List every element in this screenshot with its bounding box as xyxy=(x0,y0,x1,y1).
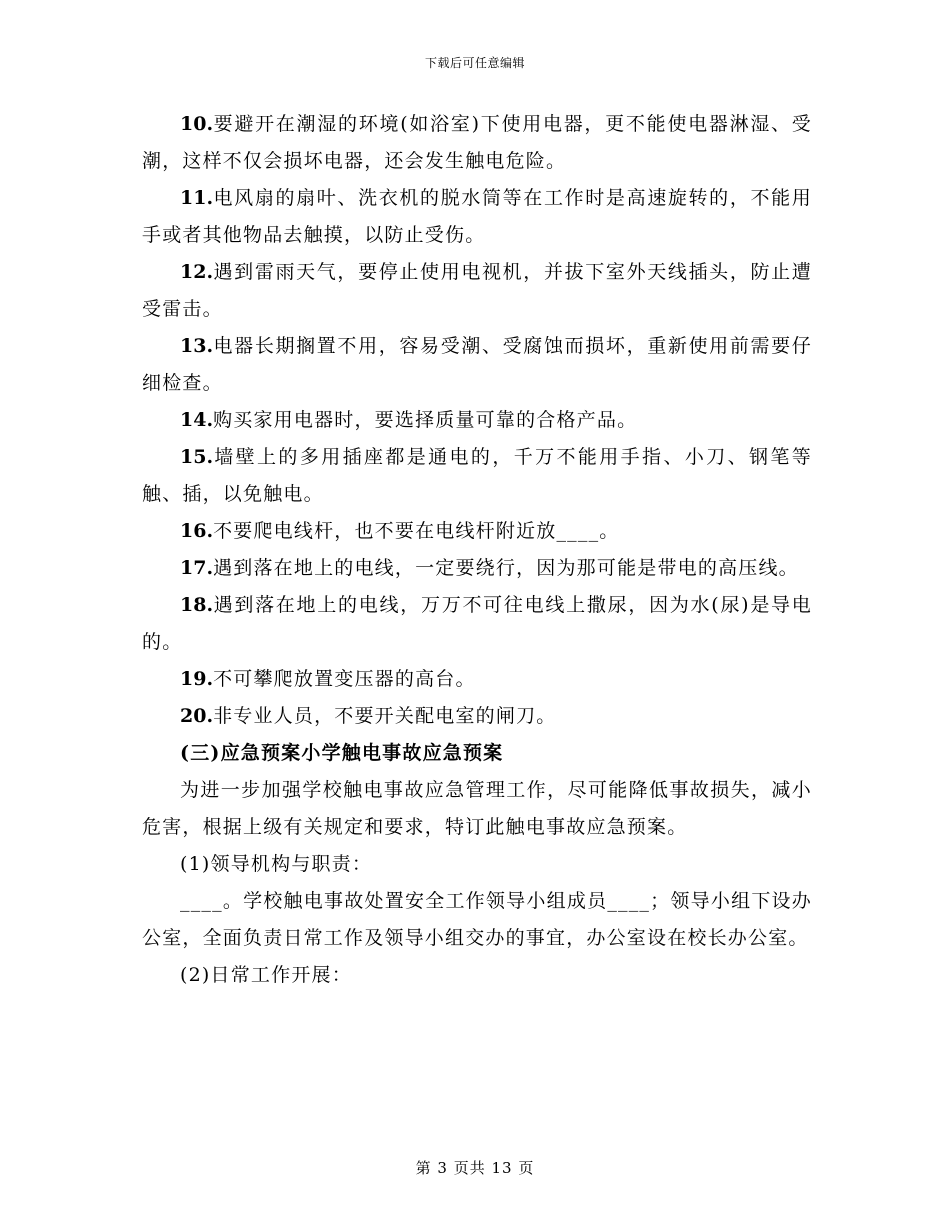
item-number: 19. xyxy=(180,668,214,690)
item-number: 15. xyxy=(180,446,214,468)
list-item xyxy=(142,587,812,661)
subsection-title-leadership: (1)领导机构与职责： xyxy=(180,853,373,875)
section-heading: (三)应急预案小学触电事故应急预案 xyxy=(180,742,504,764)
item-text: 非专业人员，不要开关配电室的闸刀。 xyxy=(213,705,557,727)
item-text: 遇到落在地上的电线，万万不可往电线上撒尿，因为水(尿)是导电的。 xyxy=(142,594,812,653)
list-item xyxy=(142,328,812,402)
item-text: 不要爬电线杆，也不要在电线杆附近放____。 xyxy=(213,520,620,542)
item-number: 12. xyxy=(180,261,214,283)
item-text: 遇到雷雨天气，要停止使用电视机，并拔下室外天线插头，防止遭受雷击。 xyxy=(142,261,812,320)
page-footer: 第 3 页共 13 页 xyxy=(415,1159,535,1177)
item-number: 16. xyxy=(180,520,214,542)
subsection-title-daily-work: (2)日常工作开展： xyxy=(180,964,352,986)
item-text: 购买家用电器时，要选择质量可靠的合格产品。 xyxy=(213,409,638,431)
list-item xyxy=(142,550,812,587)
list-item xyxy=(142,513,812,550)
list-item xyxy=(142,180,812,254)
item-text: 电器长期搁置不用，容易受潮、受腐蚀而损坏，重新使用前需要仔细检查。 xyxy=(142,335,812,394)
item-text: 不可攀爬放置变压器的高台。 xyxy=(213,668,476,690)
list-item xyxy=(142,106,812,180)
item-number: 17. xyxy=(180,557,214,579)
list-item xyxy=(142,402,812,439)
item-number: 13. xyxy=(180,335,214,357)
item-number: 10. xyxy=(180,113,214,135)
document-body xyxy=(142,106,812,994)
section-intro: 为进一步加强学校触电事故应急管理工作，尽可能降低事故损失，减小危害，根据上级有关规定和要求，特订此触电事故应急预案。 xyxy=(142,779,812,838)
page-header: 下载后可任意编辑 xyxy=(424,56,525,70)
list-item xyxy=(142,698,812,735)
item-number: 11. xyxy=(180,187,214,209)
item-number: 14. xyxy=(180,409,214,431)
item-number: 20. xyxy=(180,705,214,727)
item-text: 墙壁上的多用插座都是通电的，千万不能用手指、小刀、钢笔等触、插，以免触电。 xyxy=(142,446,812,505)
item-number: 18. xyxy=(180,594,214,616)
item-text: 遇到落在地上的电线，一定要绕行，因为那可能是带电的高压线。 xyxy=(213,557,799,579)
item-text: 要避开在潮湿的环境(如浴室)下使用电器，更不能使电器淋湿、受潮，这样不仅会损坏电器，还会发生触电危险。 xyxy=(142,113,812,172)
list-item xyxy=(142,439,812,513)
list-item xyxy=(142,661,812,698)
subsection-body-leadership: ____。学校触电事故处置安全工作领导小组成员____；领导小组下设办公室，全面负责日常工作及领导小组交办的事宜，办公室设在校长办公室。 xyxy=(142,890,812,949)
list-item xyxy=(142,254,812,328)
item-text: 电风扇的扇叶、洗衣机的脱水筒等在工作时是高速旋转的，不能用手或者其他物品去触摸，以防止受伤。 xyxy=(142,187,812,246)
